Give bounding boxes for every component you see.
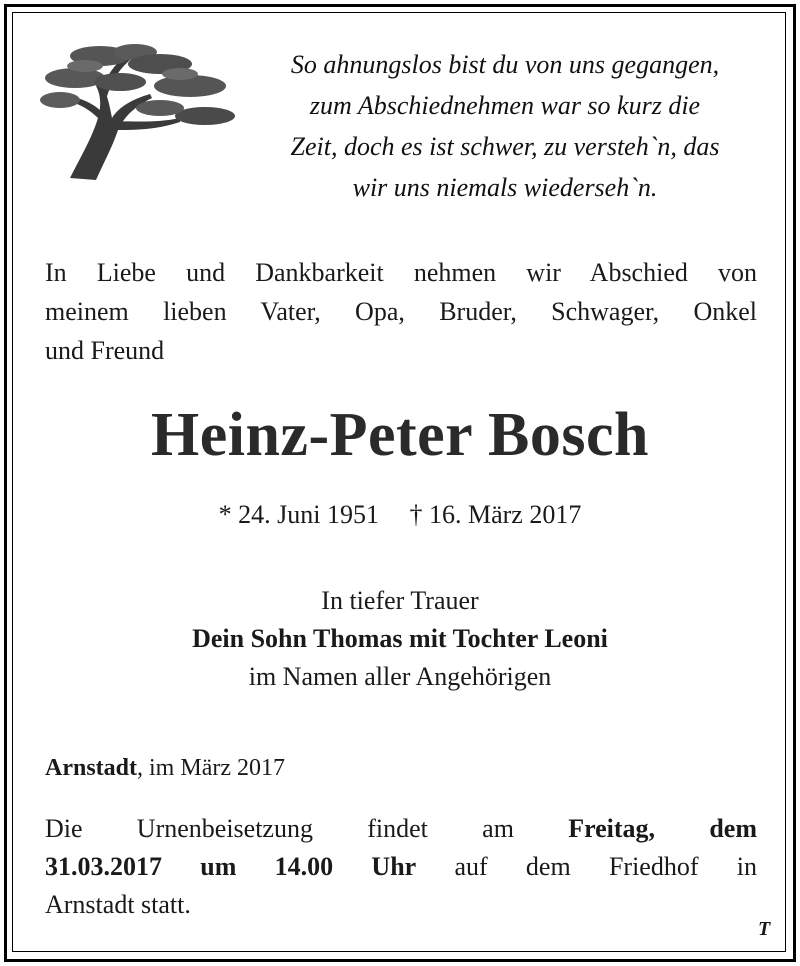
birth-date: * 24. Juni 1951 (218, 500, 379, 529)
burial-day: Freitag, dem (568, 814, 757, 843)
mourners-block (0, 582, 800, 696)
intro-line: und Freund (45, 336, 165, 365)
place-date (45, 755, 285, 782)
poem-line: Zeit, doch es ist schwer, zu versteh`n, das (290, 132, 720, 161)
intro-line: In Liebe und Dankbarkeit nehmen wir Abschied von (45, 258, 757, 287)
deceased-name: Heinz-Peter Bosch (150, 401, 650, 469)
intro-line: meinem lieben Vater, Opa, Bruder, Schwager, Onkel (45, 297, 757, 326)
poem-line: zum Abschiednehmen war so kurz die (309, 91, 701, 120)
burial-datetime: 31.03.2017 um 14.00 Uhr (45, 852, 417, 881)
place-city: Arnstadt (45, 755, 138, 781)
place-month: , im März 2017 (137, 755, 285, 781)
tree-icon (40, 38, 236, 183)
poem-line: wir uns niemals wiederseh`n. (352, 173, 658, 202)
mourning-line: In tiefer Trauer (321, 586, 479, 615)
burial-line (45, 848, 757, 886)
mourner-names: Dein Sohn Thomas mit Tochter Leoni (192, 624, 608, 653)
life-dates (0, 500, 800, 530)
poem (250, 44, 760, 208)
burial-line (45, 810, 757, 848)
burial-line: Arnstadt statt. (45, 890, 191, 919)
signature-mark: T (758, 918, 771, 940)
burial-notice (45, 810, 757, 924)
burial-text: Die Urnenbeisetzung findet am (45, 814, 569, 843)
relatives-line: im Namen aller Angehörigen (248, 662, 552, 691)
poem-line: So ahnungslos bist du von uns gegangen, (290, 50, 720, 79)
intro-text (45, 253, 757, 370)
death-date: † 16. März 2017 (409, 500, 582, 529)
burial-text: auf dem Friedhof in (416, 852, 757, 881)
